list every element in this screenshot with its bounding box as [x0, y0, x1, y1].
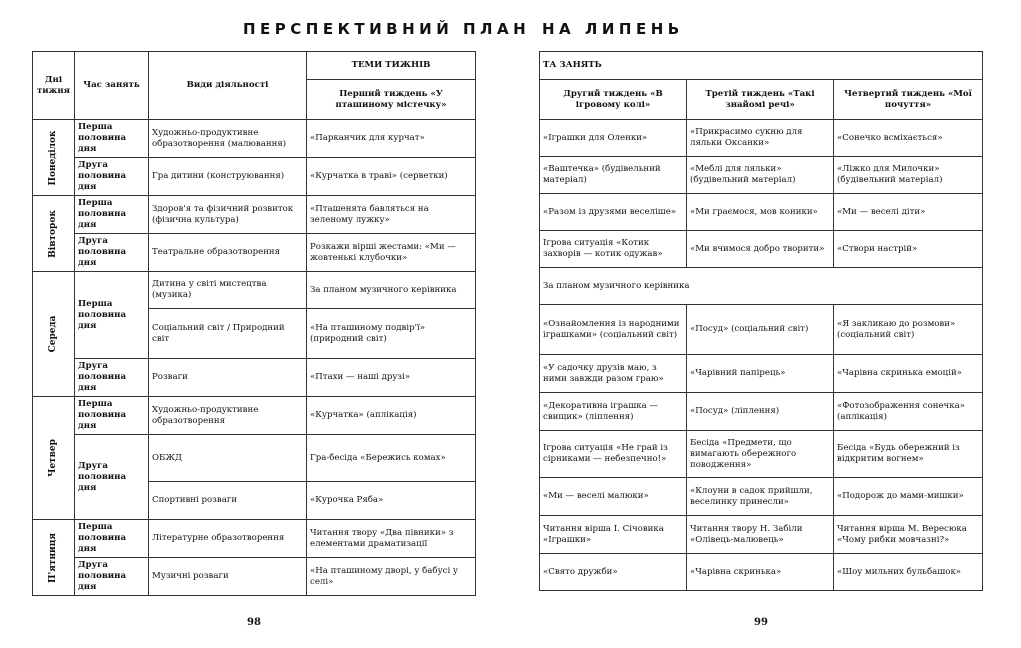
week3-cell: «Клоуни в садок прийшли, веселинку принесли»	[687, 478, 834, 516]
page-number-right: 99	[754, 617, 768, 628]
week4-cell: «Фотозображення сонечка» (аплікація)	[834, 393, 983, 431]
header-week2: Другий тиждень «В ігровому колі»	[540, 80, 687, 120]
week3-cell: «Ми граємося, мов коники»	[687, 194, 834, 231]
time-second-half: Друга половина дня	[75, 558, 149, 596]
week2-cell: Ігрова ситуація «Котик захворів — котик одужав»	[540, 231, 687, 268]
week2-cell: «Свято дружби»	[540, 554, 687, 591]
time-first-half: Перша половина дня	[75, 397, 149, 435]
activity-cell: Розваги	[149, 359, 307, 397]
activity-cell: Дитина у світі мистецтва (музика)	[149, 272, 307, 309]
week2-cell: «Декоративна іграшка — свищик» (ліплення)	[540, 393, 687, 431]
weeks-merged-cell: За планом музичного керівника	[540, 268, 983, 305]
activity-cell: Художньо-продуктивне образотворення	[149, 397, 307, 435]
activity-cell: Художньо-продуктивне образотворення (малювання)	[149, 120, 307, 158]
week1-cell: «Курчатка в траві» (серветки)	[307, 158, 476, 196]
activity-cell: Гра дитини (конструювання)	[149, 158, 307, 196]
activity-cell: ОБЖД	[149, 435, 307, 482]
page-title-left: ПЕРСПЕКТИВНИЙ ПЛАН	[243, 20, 531, 38]
header-days: Дні тижня	[33, 52, 75, 120]
activity-cell: Музичні розваги	[149, 558, 307, 596]
plan-table-right	[539, 51, 983, 591]
activity-cell: Соціальний світ / Природний світ	[149, 309, 307, 359]
week4-cell: «Ліжко для Милочки» (будівельний матеріал)	[834, 157, 983, 194]
week2-cell: Читання вірша І. Січовика «Іграшки»	[540, 516, 687, 554]
week4-cell: Читання вірша М. Вересюка «Чому рибки мовчазні?»	[834, 516, 983, 554]
plan-table-left	[32, 51, 476, 596]
time-first-half: Перша половина дня	[75, 196, 149, 234]
week3-cell: «Ми вчимося добро творити»	[687, 231, 834, 268]
week3-cell: Читання твору Н. Забіли «Олівець-малювець»	[687, 516, 834, 554]
week4-cell: «Я закликаю до розмови» (соціальний світ)	[834, 305, 983, 355]
week4-cell: «Створи настрій»	[834, 231, 983, 268]
activity-cell: Спортивні розваги	[149, 482, 307, 520]
week1-cell: «Парканчик для курчат»	[307, 120, 476, 158]
week1-cell: За планом музичного керівника	[307, 272, 476, 309]
header-activity-types: Види діяльності	[149, 52, 307, 120]
day-friday: П'ятниця	[33, 520, 75, 596]
week3-cell: «Посуд» (ліплення)	[687, 393, 834, 431]
week1-cell: Читання твору «Два півники» з елементами драматизації	[307, 520, 476, 558]
week1-cell: «На пташиному подвір'ї» (природний світ)	[307, 309, 476, 359]
time-first-half: Перша половина дня	[75, 520, 149, 558]
week1-cell: «На пташиному дворі, у бабусі у селі»	[307, 558, 476, 596]
week3-cell: Бесіда «Предмети, що вимагають обережного поводження»	[687, 431, 834, 478]
day-monday: Понеділок	[33, 120, 75, 196]
time-first-half: Перша половина дня	[75, 120, 149, 158]
activity-cell: Театральне образотворення	[149, 234, 307, 272]
week3-cell: «Прикрасимо сукню для ляльки Оксанки»	[687, 120, 834, 157]
week4-cell: «Сонечко всміхається»	[834, 120, 983, 157]
week4-cell: «Шоу мильних бульбашок»	[834, 554, 983, 591]
day-tuesday: Вівторок	[33, 196, 75, 272]
page-number-left: 98	[247, 617, 261, 628]
day-wednesday: Середа	[33, 272, 75, 397]
week1-cell: Розкажи вірші жестами: «Ми — жовтенькі клубочки»	[307, 234, 476, 272]
time-second-half: Друга половина дня	[75, 359, 149, 397]
week4-cell: «Подорож до мами-мишки»	[834, 478, 983, 516]
week4-cell: Бесіда «Будь обережний із відкритим вогнем»	[834, 431, 983, 478]
time-second-half: Друга половина дня	[75, 234, 149, 272]
time-first-half: Перша половина дня	[75, 272, 149, 359]
header-week4: Четвертий тиждень «Мої почуття»	[834, 80, 983, 120]
header-themes: ТЕМИ ТИЖНІВ	[307, 52, 476, 80]
week3-cell: «Посуд» (соціальний світ)	[687, 305, 834, 355]
week4-cell: «Ми — веселі діти»	[834, 194, 983, 231]
week3-cell: «Чарівний папірець»	[687, 355, 834, 393]
time-second-half: Друга половина дня	[75, 435, 149, 520]
week2-cell: «У садочку друзів маю, з ними завжди разом граю»	[540, 355, 687, 393]
week2-cell: «Разом із друзями веселіше»	[540, 194, 687, 231]
week4-cell: «Чарівна скринька емоцій»	[834, 355, 983, 393]
header-week1: Перший тиждень «У пташиному містечку»	[307, 80, 476, 120]
header-time: Час занять	[75, 52, 149, 120]
day-thursday: Четвер	[33, 397, 75, 520]
week1-cell: «Пташенята бавляться на зеленому лужку»	[307, 196, 476, 234]
week2-cell: «Ваштечка» (будівельний матеріал)	[540, 157, 687, 194]
page-title-right: НА ЛИПЕНЬ	[542, 20, 684, 38]
week2-cell: «Іграшки для Оленки»	[540, 120, 687, 157]
header-week3: Третій тиждень «Такі знайомі речі»	[687, 80, 834, 120]
activity-cell: Літературне образотворення	[149, 520, 307, 558]
week3-cell: «Меблі для ляльки» (будівельний матеріал)	[687, 157, 834, 194]
activity-cell: Здоров'я та фізичний розвиток (фізична культура)	[149, 196, 307, 234]
week1-cell: Гра-бесіда «Бережись комах»	[307, 435, 476, 482]
week2-cell: «Ми — веселі малюки»	[540, 478, 687, 516]
week2-cell: «Ознайомлення із народними іграшками» (соціальний світ)	[540, 305, 687, 355]
week1-cell: «Курчатка» (аплікація)	[307, 397, 476, 435]
header-themes-continued: ТА ЗАНЯТЬ	[540, 52, 983, 80]
week1-cell: «Курочка Ряба»	[307, 482, 476, 520]
week1-cell: «Птахи — наші друзі»	[307, 359, 476, 397]
week2-cell: Ігрова ситуація «Не грай із сірниками — небезпечно!»	[540, 431, 687, 478]
time-second-half: Друга половина дня	[75, 158, 149, 196]
week3-cell: «Чарівна скринька»	[687, 554, 834, 591]
